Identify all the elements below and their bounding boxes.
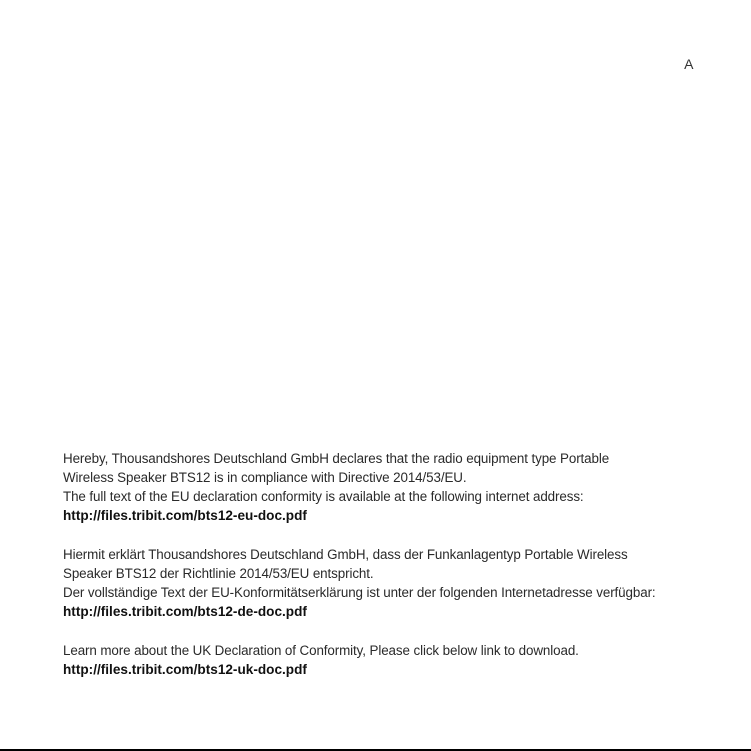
uk-declaration-link[interactable]: http://files.tribit.com/bts12-uk-doc.pdf xyxy=(63,662,307,677)
eu-declaration-link[interactable]: http://files.tribit.com/bts12-eu-doc.pdf xyxy=(63,508,307,523)
de-declaration-section xyxy=(63,545,703,621)
de-declaration-line-1: Hiermit erklärt Thousandshores Deutschland GmbH, dass der Funkanlagentyp Portable Wireless xyxy=(63,547,628,562)
uk-declaration-line-1: Learn more about the UK Declaration of Conformity, Please click below link to download. xyxy=(63,643,579,658)
eu-declaration-section xyxy=(63,449,703,525)
uk-declaration-section xyxy=(63,641,703,679)
de-declaration-line-3: Der vollständige Text der EU-Konformitätserklärung ist unter der folgenden Internetadresse verfügbar: xyxy=(63,585,656,600)
page-marker: A xyxy=(684,56,694,72)
eu-declaration-line-1: Hereby, Thousandshores Deutschland GmbH declares that the radio equipment type Portable xyxy=(63,451,610,466)
de-declaration-link[interactable]: http://files.tribit.com/bts12-de-doc.pdf xyxy=(63,604,307,619)
declaration-content xyxy=(63,449,703,699)
eu-declaration-line-3: The full text of the EU declaration conformity is available at the following internet address: xyxy=(63,489,584,504)
eu-declaration-line-2: Wireless Speaker BTS12 is in compliance with Directive 2014/53/EU. xyxy=(63,470,467,485)
de-declaration-line-2: Speaker BTS12 der Richtlinie 2014/53/EU entspricht. xyxy=(63,566,374,581)
